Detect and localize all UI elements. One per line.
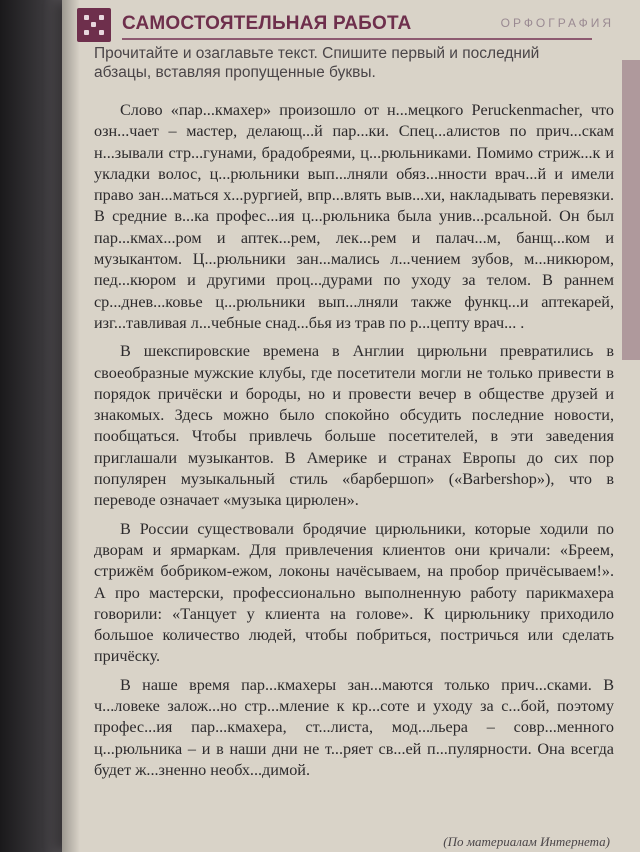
book-binding [0,0,62,852]
task-instructions: Прочитайте и озаглавьте текст. Спишите первый и последний абзацы, вставляя пропущенные буквы. [94,45,540,81]
section-label: ОРФОГРАФИЯ [500,16,614,30]
page-edge-strip [622,60,640,360]
header-divider [122,38,592,40]
section-title: САМОСТОЯТЕЛЬНАЯ РАБОТА [122,13,412,34]
source-note: (По материалам Интернета) [443,834,610,849]
paragraph-4: В наше время пар...кмахеры зан...маются только прич...сками. В ч...ловеке залож...но стр...мление к кр...соте и уходу за с...бой, поэтому профес...ия пар...кмахера, ст...листа, мод...льера – совр...менного ц...рюльника – и в наши дни не т...ряет св...ей п...пулярности. Она всегда будет ж...зненно необх...димой. [94,675,614,779]
dice-icon [77,8,111,42]
spine-shadow [62,0,80,852]
paragraph-3: В России существовали бродячие цирюльники, которые ходили по дворам и ярмаркам. Для привлечения клиентов они кричали: «Бреем, стрижём бобриком-ежом, локоны начёсываем, на пробор причёсываем!». А про мастерски, профессионально выполненную работу парикмахера говорили: «Танцует у клиента на голове». К цирюльнику приходило большое количество людей, чтобы побриться, постричься или сделать причёску. [94,519,614,666]
exercise-text [94,100,614,788]
paragraph-2: В шекспировские времена в Англии цирюльни превратились в своеобразные мужские клубы, где посетители могли не только привести в порядок причёски и бороды, но и провести вечер в обществе друзей и знакомых. Здесь можно было спокойно обсудить последние новости, пообщаться. Чтобы привлечь больше посетителей, в эти заведения приглашали музыкантов. В Америке и странах Европы до сих пор популярен музыкальный стиль «барбершоп» («Barbershop»), что в переводе означает «музыка цирюлен». [94,342,614,510]
paragraph-1: Слово «пар...кмахер» произошло от н...мецкого Peruckenmacher, что озн...чает – мастер, делающ...й пар...ки. Спец...алистов по прич...скам н...зывали стр...гунами, брадобреями, ц...рюльниками. Помимо стриж...к и укладки волос, ц...рюльники вып...лняли обяз...нности врач...й и имели право зан...маться х...рургией, впр...влять выв...хи, накладывать перевязки. В средние в...ка профес...ия ц...рюльника была унив...рсальной. Он был пар...кмах...ром и аптек...рем, лек...рем и палач...м, банщ...ком и музыкантом. Ц...рюльники зан...мались л...чением зубов, м...никюром, пед...кюром и другими проц...дурами по уходу за телом. В раннем ср...днев...ковье ц...рюльники вып...лняли также функц...и аптекарей, изг...тавливая л...чебные снад...бья из трав по р...цепту врач... . [94,101,614,332]
